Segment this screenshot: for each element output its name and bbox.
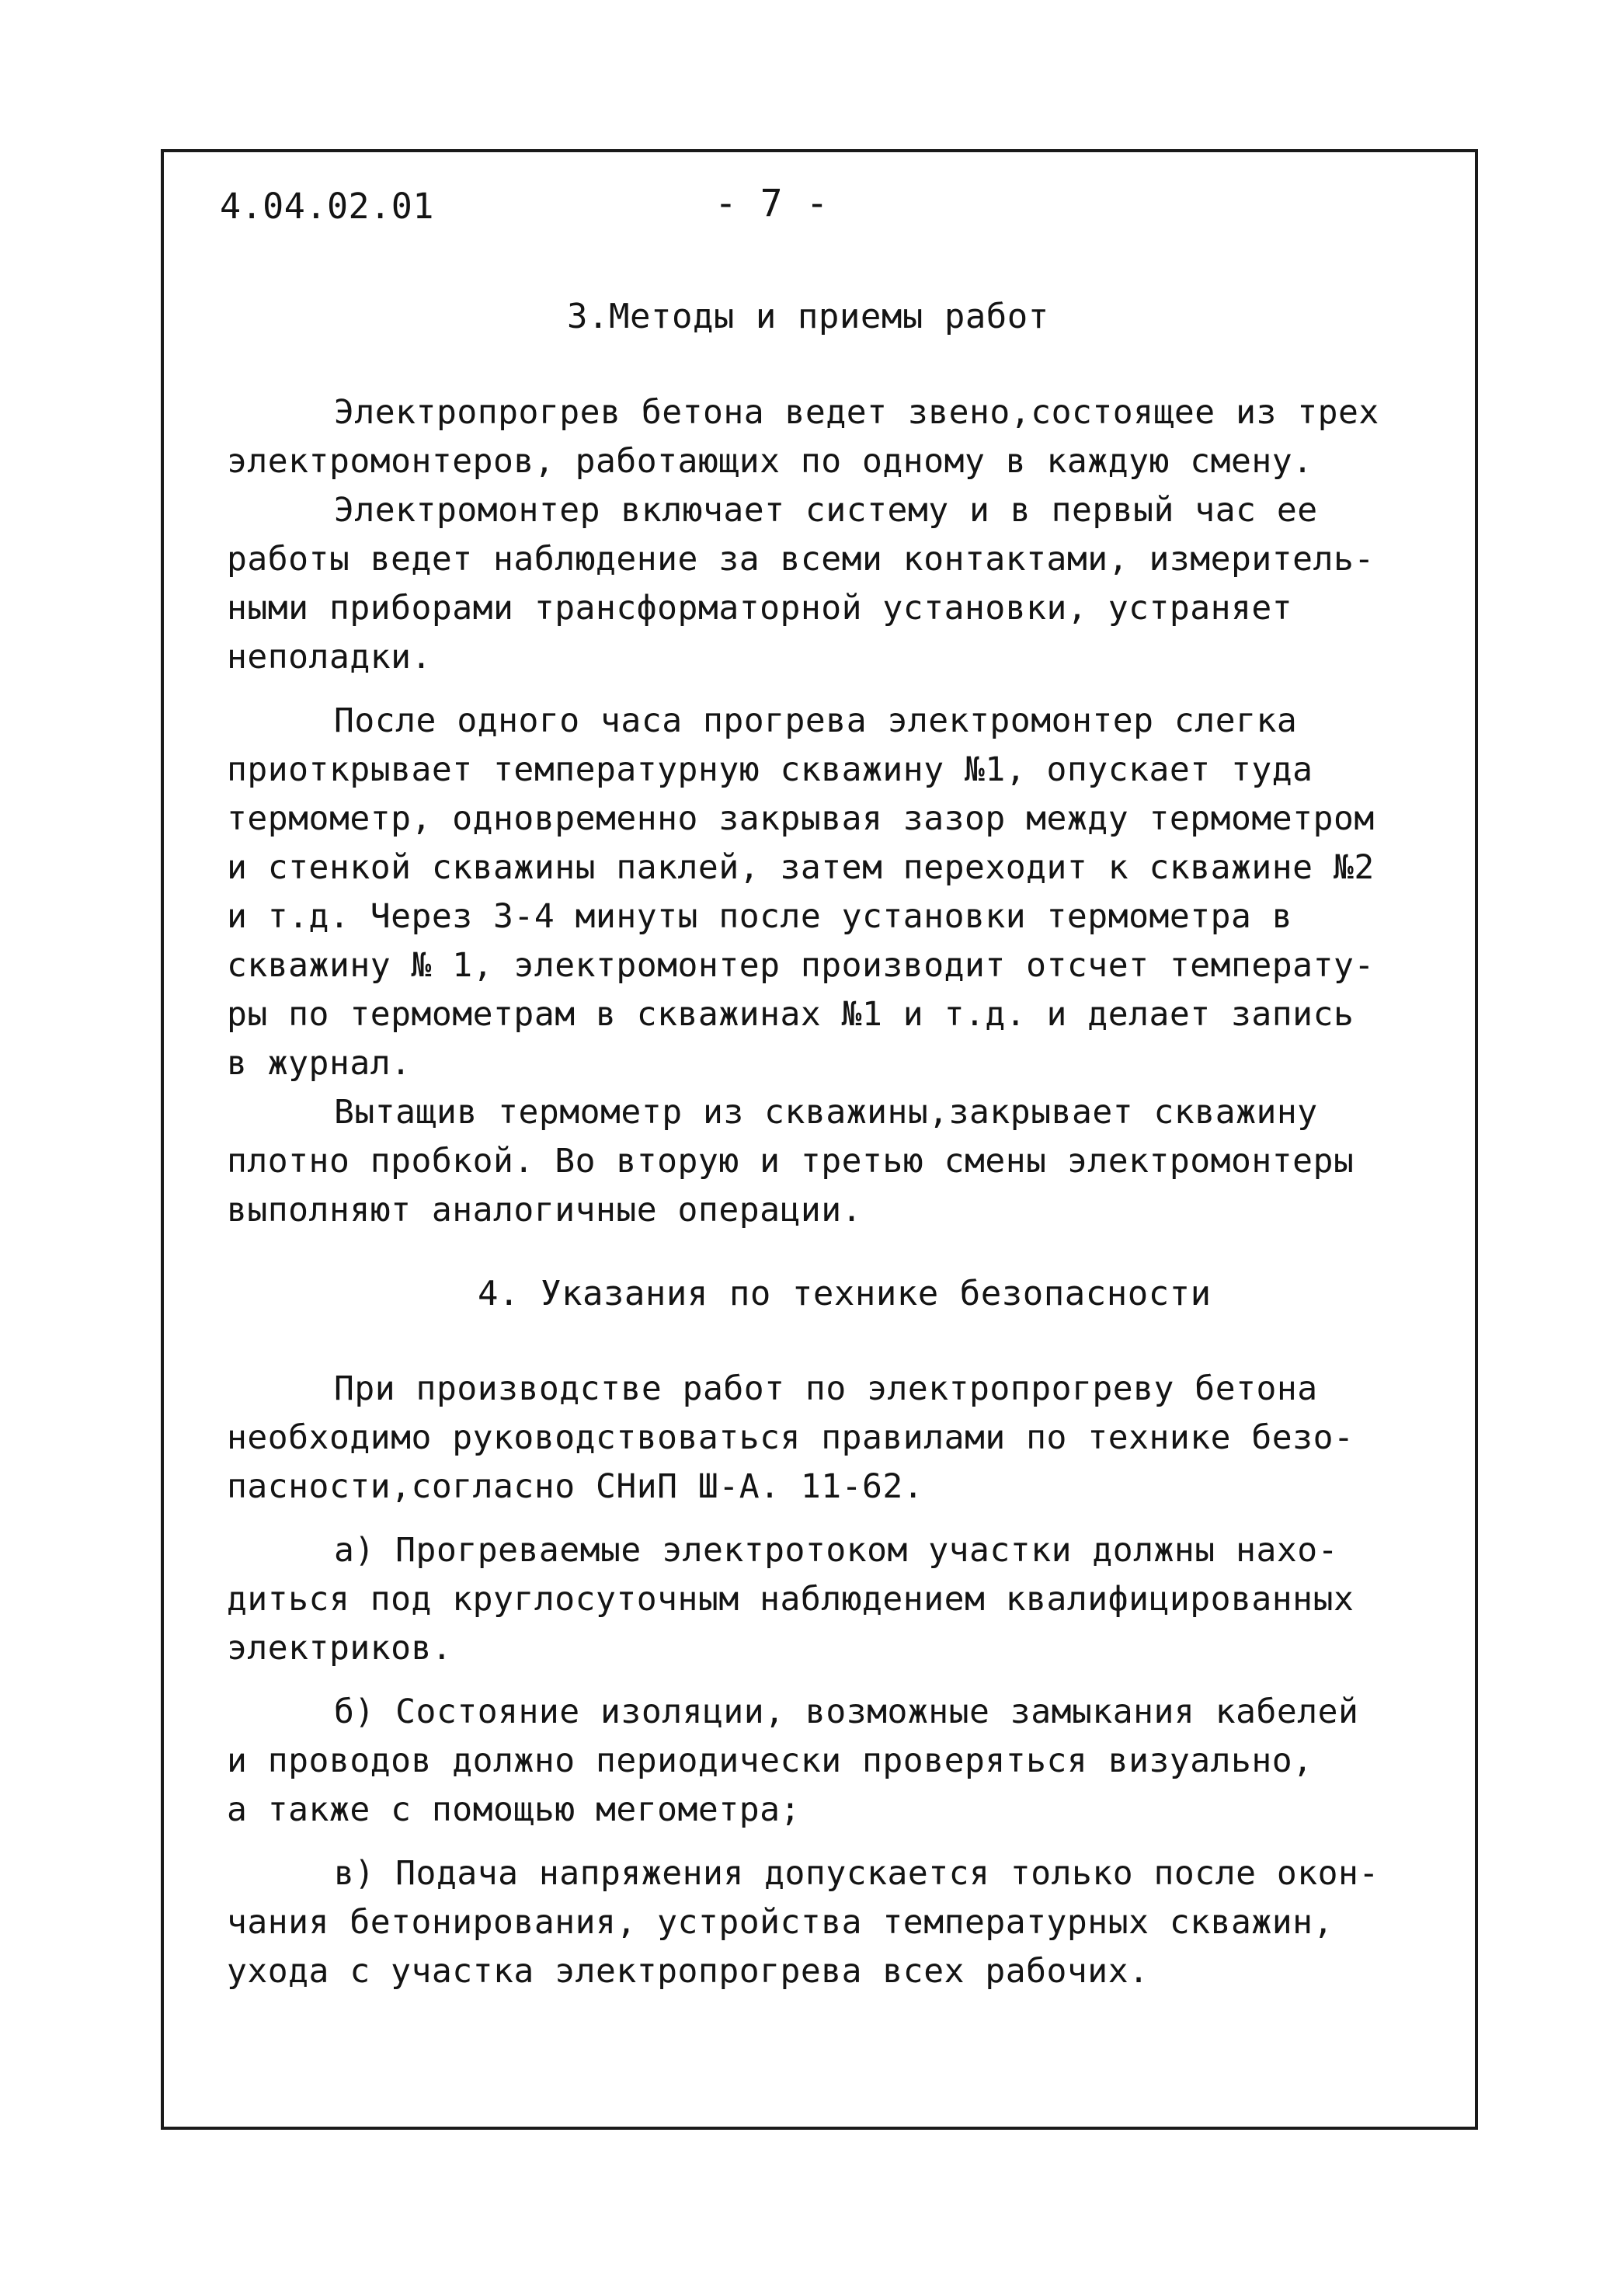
body-line: плотно пробкой. Во вторую и третью смены электромонтеры bbox=[227, 1142, 1354, 1181]
body-line: а также с помощью мегометра; bbox=[227, 1790, 801, 1829]
body-line: неполадки. bbox=[227, 638, 432, 677]
body-line: приоткрывает температурную скважину №1, опускает туда bbox=[227, 750, 1313, 789]
page-number: - 7 - bbox=[715, 182, 829, 225]
body-line: Электропрогрев бетона ведет звено,состоящее из трех bbox=[334, 393, 1379, 432]
body-line: пасности,согласно СНиП Ш-А. 11-62. bbox=[227, 1467, 924, 1506]
body-line: б) Состояние изоляции, возможные замыкания кабелей bbox=[334, 1692, 1359, 1731]
body-line: электриков. bbox=[227, 1629, 453, 1668]
body-line: При производстве работ по электропрогреву бетона bbox=[334, 1369, 1318, 1408]
body-line: скважину № 1, электромонтер производит отсчет температу- bbox=[227, 946, 1375, 985]
body-line: электромонтеров, работающих по одному в каждую смену. bbox=[227, 442, 1313, 481]
body-line: работы ведет наблюдение за всеми контактами, измеритель- bbox=[227, 540, 1375, 579]
body-line: ными приборами трансформаторной установки, устраняет bbox=[227, 589, 1293, 628]
body-line: чания бетонирования, устройства температурных скважин, bbox=[227, 1903, 1334, 1942]
body-line: термометр, одновременно закрывая зазор между термометром bbox=[227, 799, 1375, 838]
body-line: ры по термометрам в скважинах №1 и т.д. и делает запись bbox=[227, 995, 1354, 1034]
body-line: выполняют аналогичные операции. bbox=[227, 1191, 863, 1230]
body-line: После одного часа прогрева электромонтер слегка bbox=[334, 701, 1298, 740]
body-line: и стенкой скважины паклей, затем переходит к скважине №2 bbox=[227, 848, 1375, 887]
body-line: а) Прогреваемые электротоком участки должны нахо- bbox=[334, 1531, 1339, 1570]
document-code: 4.04.02.01 bbox=[220, 186, 434, 227]
section-3-title: 3.Методы и приемы работ bbox=[567, 297, 1049, 336]
section-4-title: 4. Указания по технике безопасности bbox=[478, 1274, 1212, 1313]
body-line: в журнал. bbox=[227, 1044, 412, 1083]
body-line: ухода с участка электропрогрева всех рабочих. bbox=[227, 1952, 1149, 1991]
body-line: необходимо руководствоваться правилами по технике безо- bbox=[227, 1418, 1354, 1457]
body-line: Электромонтер включает систему и в первый час ее bbox=[334, 491, 1318, 530]
body-line: и проводов должно периодически проверяться визуально, bbox=[227, 1741, 1313, 1780]
body-line: в) Подача напряжения допускается только после окон- bbox=[334, 1854, 1379, 1893]
body-line: Вытащив термометр из скважины,закрывает скважину bbox=[334, 1093, 1318, 1132]
body-line: и т.д. Через 3-4 минуты после установки термометра в bbox=[227, 897, 1293, 936]
body-line: диться под круглосуточным наблюдением квалифицированных bbox=[227, 1580, 1354, 1619]
